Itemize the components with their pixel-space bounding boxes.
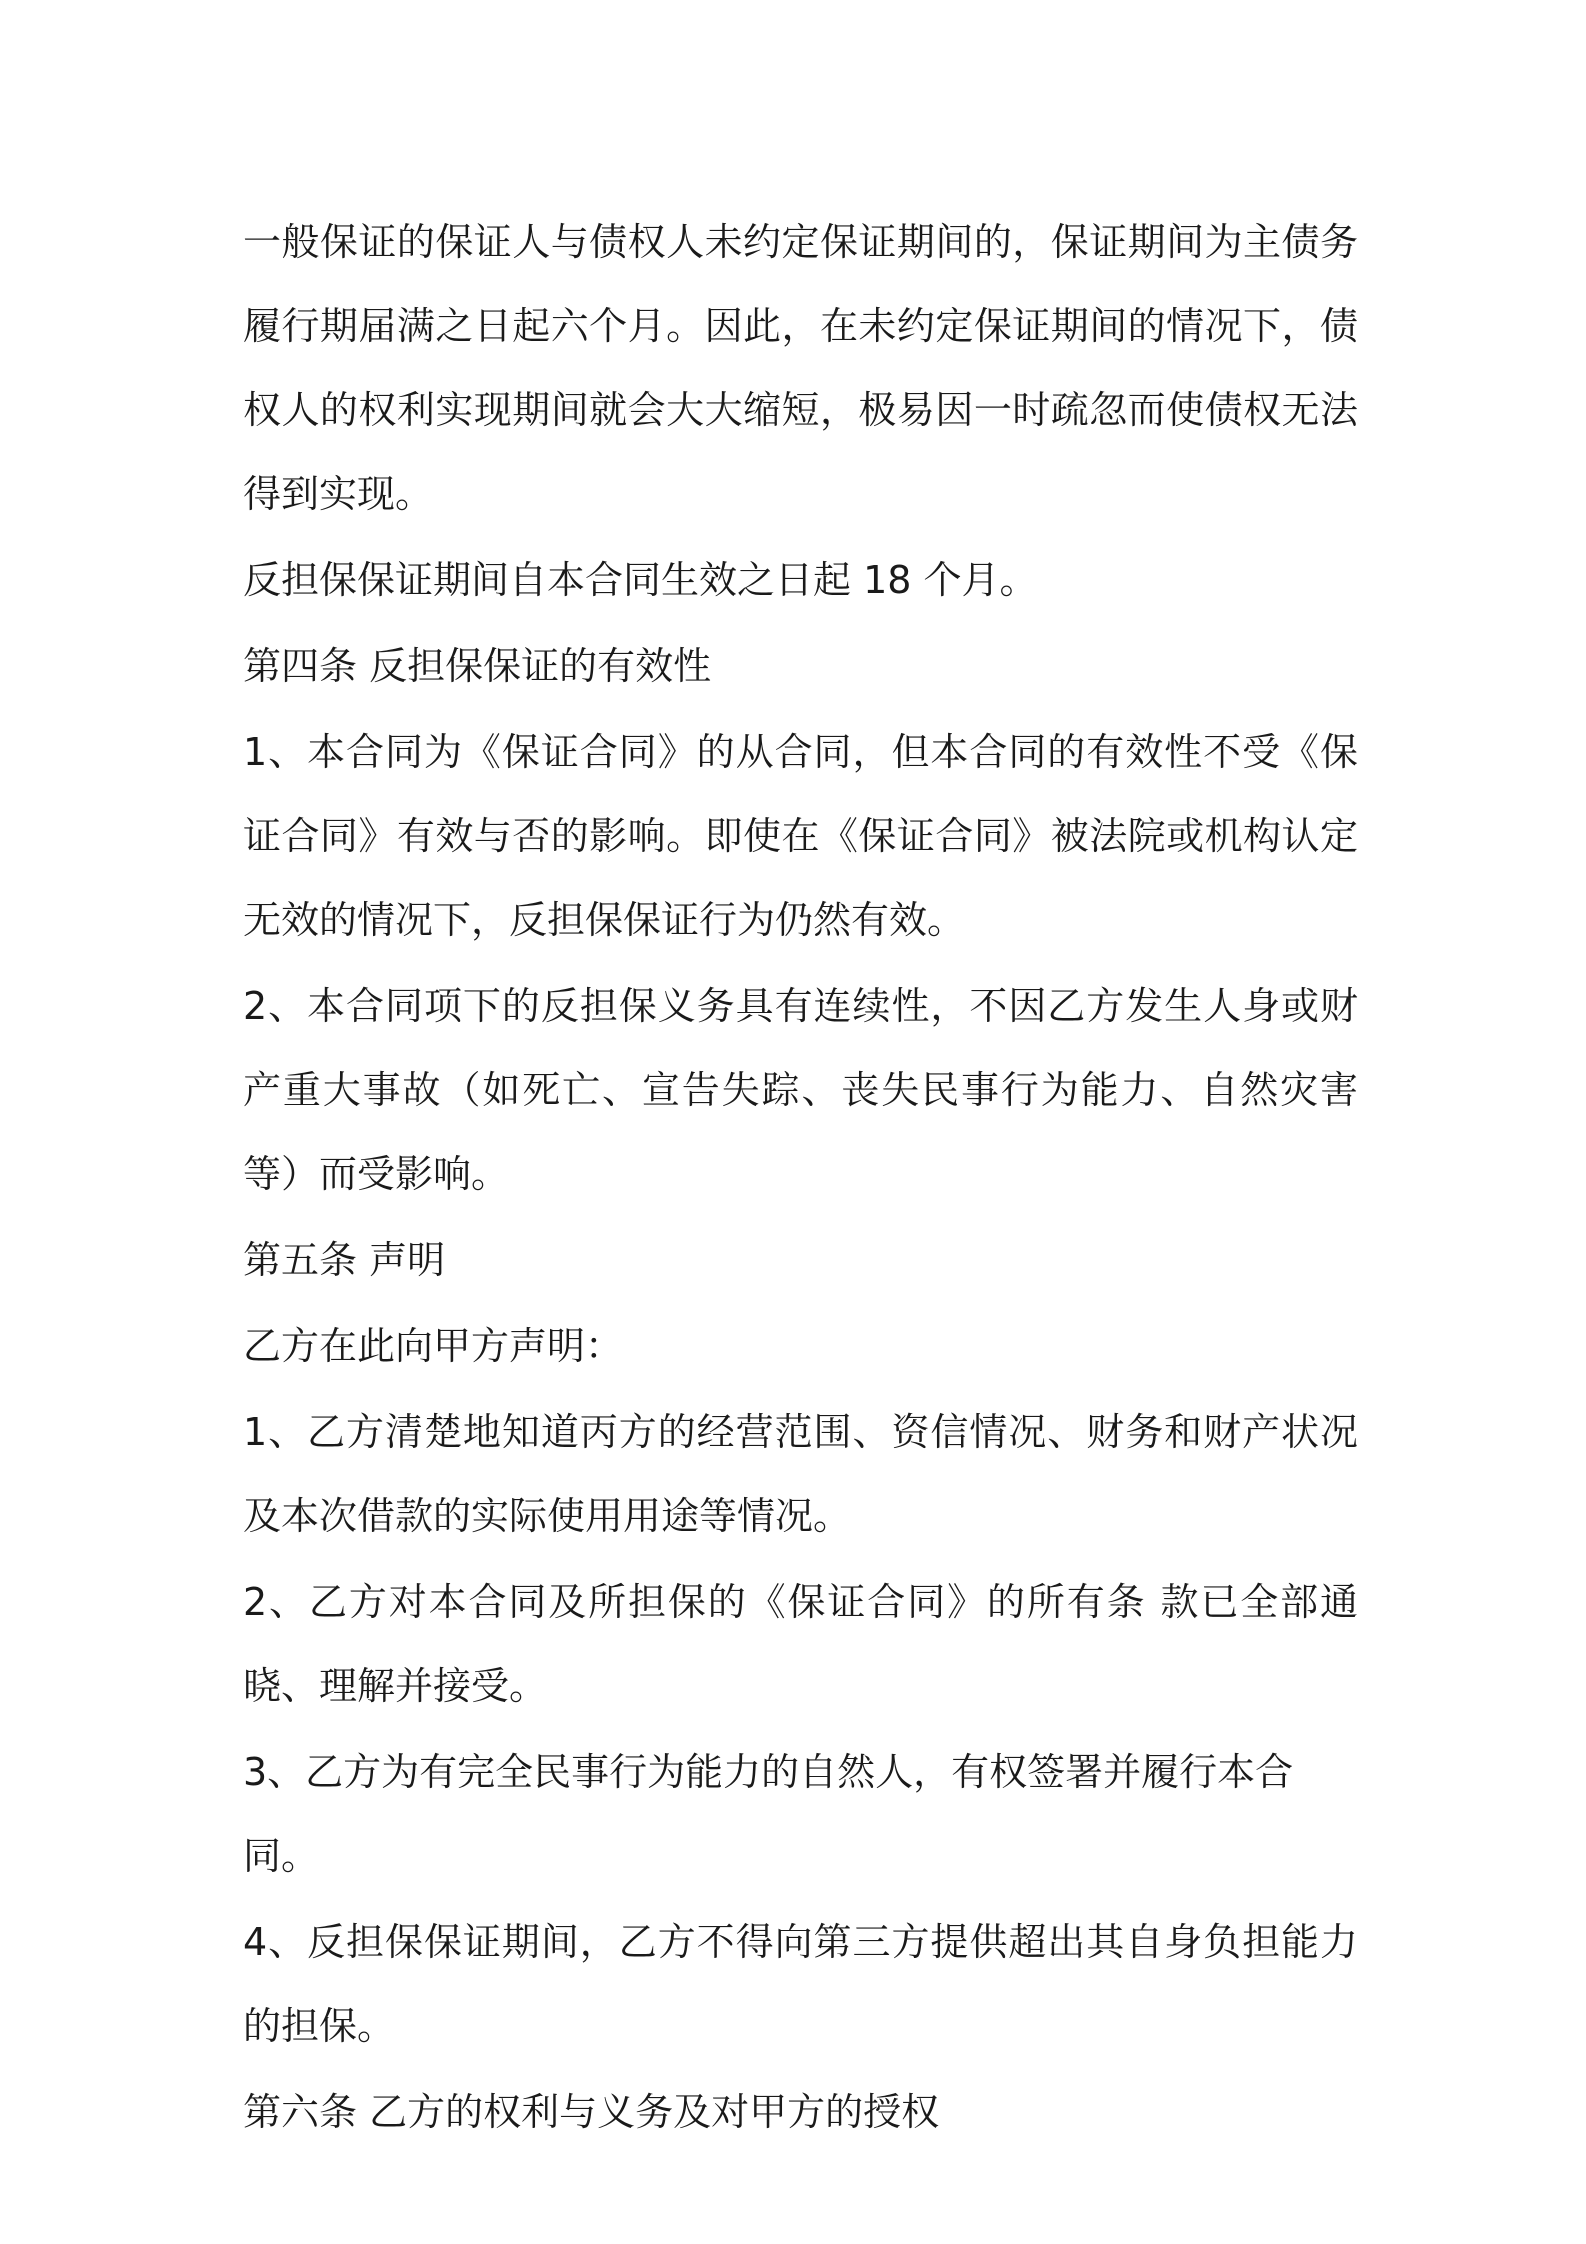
paragraph-guarantee-period-explanation: 一般保证的保证人与债权人未约定保证期间的，保证期间为主债务履行期届满之日起六个月。因此，在未约定保证期间的情况下，债权人的权利实现期间就会大大缩短，极易因一时疏忽而使债权无法得到实现。 xyxy=(243,220,1358,516)
article-4-clause-2: 2、本合同项下的反担保义务具有连续性，不因乙方发生人身或财产重大事故（如死亡、宣告失踪、丧失民事行为能力、自然灾害等）而受影响。 xyxy=(243,984,1358,1196)
article-5-clause-3: 3、乙方为有完全民事行为能力的自然人，有权签署并履行本合同。 xyxy=(243,1750,1294,1878)
article-6-heading: 第六条 乙方的权利与义务及对甲方的授权 xyxy=(243,2090,940,2134)
document-body xyxy=(243,200,1358,2156)
article-4-heading: 第四条 反担保保证的有效性 xyxy=(243,644,712,688)
article-5-clause-1: 1、乙方清楚地知道丙方的经营范围、资信情况、财务和财产状况及本次借款的实际使用用途等情况。 xyxy=(243,1410,1358,1538)
article-4-clause-1: 1、本合同为《保证合同》的从合同，但本合同的有效性不受《保证合同》有效与否的影响。即使在《保证合同》被法院或机构认定无效的情况下，反担保保证行为仍然有效。 xyxy=(243,730,1358,942)
article-5-heading: 第五条 声明 xyxy=(243,1238,446,1282)
article-5-clause-4: 4、反担保保证期间，乙方不得向第三方提供超出其自身负担能力的担保。 xyxy=(243,1920,1358,2048)
article-5-intro: 乙方在此向甲方声明： xyxy=(243,1324,624,1368)
paragraph-counter-guarantee-period: 反担保保证期间自本合同生效之日起 18 个月。 xyxy=(243,558,1038,602)
article-5-clause-2: 2、乙方对本合同及所担保的《保证合同》的所有条 款已全部通晓、理解并接受。 xyxy=(243,1580,1358,1708)
